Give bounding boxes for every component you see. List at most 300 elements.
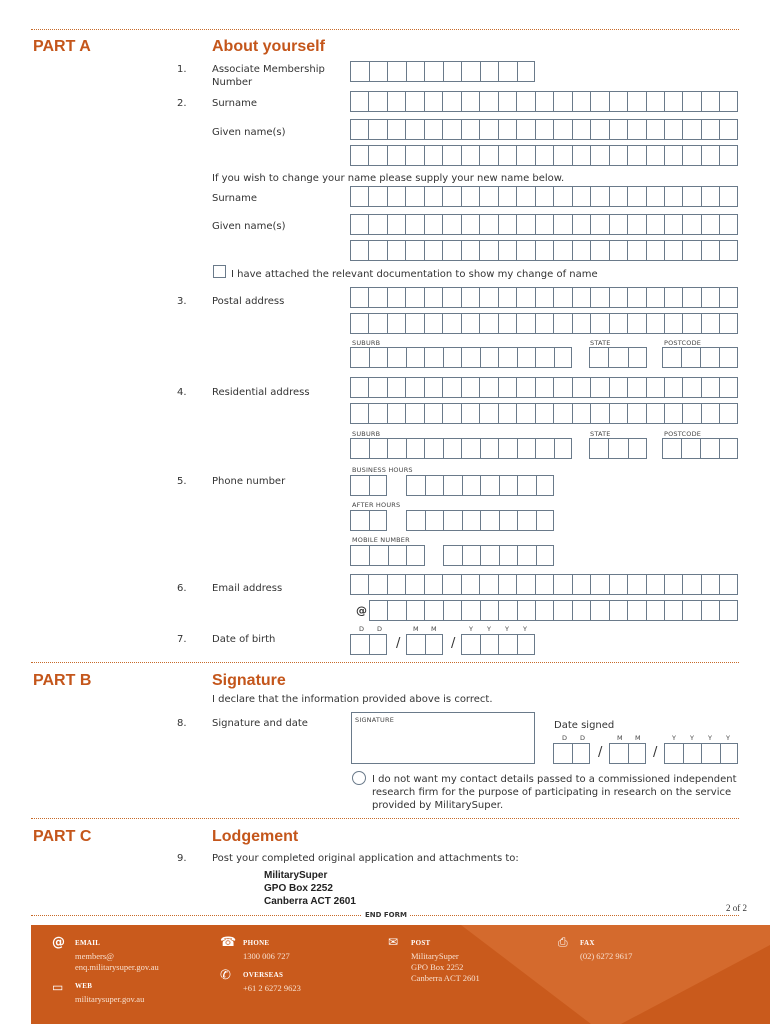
char-cell[interactable] bbox=[425, 215, 443, 234]
char-cell[interactable] bbox=[536, 439, 555, 458]
char-cell[interactable] bbox=[536, 146, 554, 165]
char-cell[interactable] bbox=[351, 546, 370, 565]
char-cell[interactable] bbox=[517, 92, 535, 111]
char-cell[interactable] bbox=[647, 601, 665, 620]
email-field-line-1[interactable] bbox=[350, 574, 738, 595]
documentation-checkbox[interactable] bbox=[213, 265, 226, 278]
char-cell[interactable] bbox=[443, 288, 461, 307]
char-cell[interactable] bbox=[573, 378, 591, 397]
char-cell[interactable] bbox=[462, 314, 480, 333]
char-cell[interactable] bbox=[610, 120, 628, 139]
char-cell[interactable] bbox=[407, 439, 426, 458]
char-cell[interactable] bbox=[683, 187, 701, 206]
char-cell[interactable] bbox=[480, 92, 498, 111]
char-cell[interactable] bbox=[683, 378, 701, 397]
char-cell[interactable] bbox=[425, 146, 443, 165]
char-cell[interactable] bbox=[665, 120, 683, 139]
char-cell[interactable] bbox=[517, 120, 535, 139]
char-cell[interactable] bbox=[665, 92, 683, 111]
char-cell[interactable] bbox=[499, 146, 517, 165]
char-cell[interactable] bbox=[536, 348, 555, 367]
char-cell[interactable] bbox=[351, 187, 369, 206]
char-cell[interactable] bbox=[351, 635, 370, 654]
char-cell[interactable] bbox=[702, 378, 720, 397]
char-cell[interactable] bbox=[536, 92, 554, 111]
char-cell[interactable] bbox=[591, 288, 609, 307]
char-cell[interactable] bbox=[425, 62, 444, 81]
char-cell[interactable] bbox=[351, 92, 369, 111]
char-cell[interactable] bbox=[720, 314, 738, 333]
char-cell[interactable] bbox=[481, 476, 500, 495]
char-cell[interactable] bbox=[462, 439, 481, 458]
char-cell[interactable] bbox=[610, 146, 628, 165]
char-cell[interactable] bbox=[407, 601, 425, 620]
char-cell[interactable] bbox=[500, 546, 519, 565]
char-cell[interactable] bbox=[370, 511, 389, 530]
char-cell[interactable] bbox=[425, 575, 443, 594]
char-cell[interactable] bbox=[351, 288, 369, 307]
char-cell[interactable] bbox=[407, 62, 426, 81]
char-cell[interactable] bbox=[684, 744, 703, 763]
char-cell[interactable] bbox=[518, 476, 537, 495]
char-cell[interactable] bbox=[663, 439, 682, 458]
char-cell[interactable] bbox=[590, 439, 609, 458]
char-cell[interactable] bbox=[444, 439, 463, 458]
postal-address-line-1[interactable] bbox=[350, 287, 738, 308]
char-cell[interactable] bbox=[721, 744, 740, 763]
char-cell[interactable] bbox=[610, 601, 628, 620]
char-cell[interactable] bbox=[517, 146, 535, 165]
char-cell[interactable] bbox=[499, 62, 518, 81]
char-cell[interactable] bbox=[462, 241, 480, 260]
char-cell[interactable] bbox=[537, 511, 556, 530]
char-cell[interactable] bbox=[665, 187, 683, 206]
char-cell[interactable] bbox=[406, 314, 424, 333]
dob-day-field[interactable] bbox=[350, 634, 387, 655]
char-cell[interactable] bbox=[443, 215, 461, 234]
char-cell[interactable] bbox=[536, 378, 554, 397]
char-cell[interactable] bbox=[665, 404, 683, 423]
char-cell[interactable] bbox=[351, 215, 369, 234]
char-cell[interactable] bbox=[407, 348, 426, 367]
char-cell[interactable] bbox=[425, 348, 444, 367]
char-cell[interactable] bbox=[701, 439, 720, 458]
char-cell[interactable] bbox=[590, 348, 609, 367]
char-cell[interactable] bbox=[499, 439, 518, 458]
char-cell[interactable] bbox=[369, 288, 387, 307]
web-link[interactable]: militarysuper.gov.au bbox=[75, 994, 145, 1004]
char-cell[interactable] bbox=[443, 378, 461, 397]
char-cell[interactable] bbox=[537, 476, 556, 495]
char-cell[interactable] bbox=[647, 215, 665, 234]
new-given-names-field-1[interactable] bbox=[350, 214, 738, 235]
char-cell[interactable] bbox=[499, 241, 517, 260]
char-cell[interactable] bbox=[481, 439, 500, 458]
char-cell[interactable] bbox=[370, 62, 389, 81]
mobile-prefix-field[interactable] bbox=[350, 545, 425, 566]
char-cell[interactable] bbox=[462, 187, 480, 206]
char-cell[interactable] bbox=[369, 314, 387, 333]
char-cell[interactable] bbox=[702, 92, 720, 111]
char-cell[interactable] bbox=[406, 404, 424, 423]
char-cell[interactable] bbox=[462, 378, 480, 397]
new-surname-field[interactable] bbox=[350, 186, 738, 207]
char-cell[interactable] bbox=[499, 635, 518, 654]
char-cell[interactable] bbox=[388, 314, 406, 333]
char-cell[interactable] bbox=[554, 601, 572, 620]
char-cell[interactable] bbox=[720, 575, 738, 594]
char-cell[interactable] bbox=[610, 378, 628, 397]
char-cell[interactable] bbox=[720, 187, 738, 206]
char-cell[interactable] bbox=[407, 511, 426, 530]
char-cell[interactable] bbox=[426, 635, 445, 654]
char-cell[interactable] bbox=[720, 404, 738, 423]
char-cell[interactable] bbox=[628, 601, 646, 620]
char-cell[interactable] bbox=[573, 744, 592, 763]
char-cell[interactable] bbox=[628, 314, 646, 333]
char-cell[interactable] bbox=[351, 404, 369, 423]
char-cell[interactable] bbox=[702, 241, 720, 260]
char-cell[interactable] bbox=[518, 511, 537, 530]
char-cell[interactable] bbox=[702, 314, 720, 333]
char-cell[interactable] bbox=[536, 215, 554, 234]
char-cell[interactable] bbox=[518, 62, 537, 81]
char-cell[interactable] bbox=[683, 241, 701, 260]
char-cell[interactable] bbox=[702, 288, 720, 307]
char-cell[interactable] bbox=[480, 146, 498, 165]
char-cell[interactable] bbox=[369, 120, 387, 139]
char-cell[interactable] bbox=[462, 404, 480, 423]
char-cell[interactable] bbox=[554, 744, 573, 763]
char-cell[interactable] bbox=[647, 288, 665, 307]
char-cell[interactable] bbox=[702, 601, 720, 620]
signed-month-field[interactable] bbox=[609, 743, 646, 764]
char-cell[interactable] bbox=[628, 575, 646, 594]
char-cell[interactable] bbox=[610, 744, 629, 763]
char-cell[interactable] bbox=[554, 575, 572, 594]
mobile-number-field[interactable] bbox=[443, 545, 554, 566]
new-given-names-field-2[interactable] bbox=[350, 240, 738, 261]
char-cell[interactable] bbox=[702, 120, 720, 139]
char-cell[interactable] bbox=[463, 546, 482, 565]
char-cell[interactable] bbox=[443, 146, 461, 165]
char-cell[interactable] bbox=[702, 575, 720, 594]
residential-postcode-field[interactable] bbox=[662, 438, 738, 459]
char-cell[interactable] bbox=[407, 476, 426, 495]
given-names-field-2[interactable] bbox=[350, 145, 738, 166]
char-cell[interactable] bbox=[591, 314, 609, 333]
char-cell[interactable] bbox=[610, 92, 628, 111]
char-cell[interactable] bbox=[351, 511, 370, 530]
char-cell[interactable] bbox=[406, 241, 424, 260]
char-cell[interactable] bbox=[369, 575, 387, 594]
char-cell[interactable] bbox=[351, 62, 370, 81]
char-cell[interactable] bbox=[720, 241, 738, 260]
char-cell[interactable] bbox=[406, 575, 424, 594]
char-cell[interactable] bbox=[480, 575, 498, 594]
char-cell[interactable] bbox=[701, 348, 720, 367]
char-cell[interactable] bbox=[480, 378, 498, 397]
char-cell[interactable] bbox=[647, 241, 665, 260]
char-cell[interactable] bbox=[481, 601, 499, 620]
char-cell[interactable] bbox=[573, 187, 591, 206]
char-cell[interactable] bbox=[702, 187, 720, 206]
char-cell[interactable] bbox=[647, 120, 665, 139]
char-cell[interactable] bbox=[629, 348, 648, 367]
char-cell[interactable] bbox=[665, 241, 683, 260]
char-cell[interactable] bbox=[388, 215, 406, 234]
char-cell[interactable] bbox=[573, 314, 591, 333]
char-cell[interactable] bbox=[628, 187, 646, 206]
char-cell[interactable] bbox=[369, 92, 387, 111]
given-names-field-1[interactable] bbox=[350, 119, 738, 140]
char-cell[interactable] bbox=[462, 601, 480, 620]
residential-suburb-field[interactable] bbox=[350, 438, 572, 459]
char-cell[interactable] bbox=[591, 215, 609, 234]
char-cell[interactable] bbox=[426, 476, 445, 495]
char-cell[interactable] bbox=[406, 120, 424, 139]
char-cell[interactable] bbox=[370, 546, 389, 565]
char-cell[interactable] bbox=[536, 187, 554, 206]
char-cell[interactable] bbox=[720, 348, 739, 367]
char-cell[interactable] bbox=[517, 187, 535, 206]
char-cell[interactable] bbox=[609, 439, 628, 458]
char-cell[interactable] bbox=[591, 241, 609, 260]
char-cell[interactable] bbox=[647, 378, 665, 397]
char-cell[interactable] bbox=[480, 288, 498, 307]
char-cell[interactable] bbox=[610, 187, 628, 206]
char-cell[interactable] bbox=[517, 288, 535, 307]
after-hours-area-code-field[interactable] bbox=[350, 510, 387, 531]
char-cell[interactable] bbox=[388, 288, 406, 307]
after-hours-number-field[interactable] bbox=[406, 510, 554, 531]
char-cell[interactable] bbox=[425, 601, 443, 620]
char-cell[interactable] bbox=[554, 241, 572, 260]
business-number-field[interactable] bbox=[406, 475, 554, 496]
char-cell[interactable] bbox=[462, 348, 481, 367]
char-cell[interactable] bbox=[554, 404, 572, 423]
char-cell[interactable] bbox=[443, 120, 461, 139]
char-cell[interactable] bbox=[682, 348, 701, 367]
char-cell[interactable] bbox=[610, 241, 628, 260]
char-cell[interactable] bbox=[351, 120, 369, 139]
char-cell[interactable] bbox=[609, 348, 628, 367]
char-cell[interactable] bbox=[406, 215, 424, 234]
char-cell[interactable] bbox=[351, 476, 370, 495]
char-cell[interactable] bbox=[628, 92, 646, 111]
char-cell[interactable] bbox=[518, 439, 537, 458]
char-cell[interactable] bbox=[647, 404, 665, 423]
char-cell[interactable] bbox=[720, 288, 738, 307]
residential-address-line-1[interactable] bbox=[350, 377, 738, 398]
char-cell[interactable] bbox=[499, 288, 517, 307]
char-cell[interactable] bbox=[536, 575, 554, 594]
char-cell[interactable] bbox=[683, 575, 701, 594]
char-cell[interactable] bbox=[462, 635, 481, 654]
char-cell[interactable] bbox=[351, 348, 370, 367]
char-cell[interactable] bbox=[573, 241, 591, 260]
char-cell[interactable] bbox=[647, 146, 665, 165]
char-cell[interactable] bbox=[683, 92, 701, 111]
char-cell[interactable] bbox=[555, 439, 574, 458]
char-cell[interactable] bbox=[536, 288, 554, 307]
char-cell[interactable] bbox=[499, 314, 517, 333]
char-cell[interactable] bbox=[462, 62, 481, 81]
char-cell[interactable] bbox=[517, 404, 535, 423]
char-cell[interactable] bbox=[444, 511, 463, 530]
char-cell[interactable] bbox=[610, 288, 628, 307]
signature-box[interactable] bbox=[351, 712, 535, 764]
char-cell[interactable] bbox=[591, 146, 609, 165]
char-cell[interactable] bbox=[554, 92, 572, 111]
char-cell[interactable] bbox=[702, 744, 721, 763]
char-cell[interactable] bbox=[369, 241, 387, 260]
char-cell[interactable] bbox=[370, 476, 389, 495]
postal-state-field[interactable] bbox=[589, 347, 647, 368]
char-cell[interactable] bbox=[683, 601, 701, 620]
char-cell[interactable] bbox=[388, 146, 406, 165]
dob-month-field[interactable] bbox=[406, 634, 443, 655]
char-cell[interactable] bbox=[481, 635, 500, 654]
char-cell[interactable] bbox=[481, 546, 500, 565]
char-cell[interactable] bbox=[517, 241, 535, 260]
char-cell[interactable] bbox=[444, 601, 462, 620]
char-cell[interactable] bbox=[663, 348, 682, 367]
char-cell[interactable] bbox=[683, 288, 701, 307]
char-cell[interactable] bbox=[536, 404, 554, 423]
char-cell[interactable] bbox=[425, 404, 443, 423]
char-cell[interactable] bbox=[517, 378, 535, 397]
char-cell[interactable] bbox=[573, 575, 591, 594]
char-cell[interactable] bbox=[499, 404, 517, 423]
char-cell[interactable] bbox=[443, 187, 461, 206]
char-cell[interactable] bbox=[591, 575, 609, 594]
char-cell[interactable] bbox=[610, 215, 628, 234]
char-cell[interactable] bbox=[628, 288, 646, 307]
char-cell[interactable] bbox=[591, 404, 609, 423]
char-cell[interactable] bbox=[554, 146, 572, 165]
char-cell[interactable] bbox=[536, 120, 554, 139]
surname-field[interactable] bbox=[350, 91, 738, 112]
char-cell[interactable] bbox=[406, 378, 424, 397]
char-cell[interactable] bbox=[537, 546, 556, 565]
char-cell[interactable] bbox=[480, 314, 498, 333]
char-cell[interactable] bbox=[720, 439, 739, 458]
char-cell[interactable] bbox=[683, 120, 701, 139]
char-cell[interactable] bbox=[462, 215, 480, 234]
char-cell[interactable] bbox=[554, 120, 572, 139]
char-cell[interactable] bbox=[499, 348, 518, 367]
char-cell[interactable] bbox=[499, 575, 517, 594]
char-cell[interactable] bbox=[388, 62, 407, 81]
char-cell[interactable] bbox=[720, 378, 738, 397]
char-cell[interactable] bbox=[388, 439, 407, 458]
char-cell[interactable] bbox=[499, 215, 517, 234]
char-cell[interactable] bbox=[702, 215, 720, 234]
char-cell[interactable] bbox=[406, 146, 424, 165]
char-cell[interactable] bbox=[720, 215, 738, 234]
char-cell[interactable] bbox=[554, 314, 572, 333]
char-cell[interactable] bbox=[462, 120, 480, 139]
char-cell[interactable] bbox=[425, 439, 444, 458]
char-cell[interactable] bbox=[517, 314, 535, 333]
char-cell[interactable] bbox=[554, 187, 572, 206]
char-cell[interactable] bbox=[406, 187, 424, 206]
char-cell[interactable] bbox=[351, 378, 369, 397]
char-cell[interactable] bbox=[443, 92, 461, 111]
char-cell[interactable] bbox=[610, 314, 628, 333]
char-cell[interactable] bbox=[369, 404, 387, 423]
char-cell[interactable] bbox=[518, 601, 536, 620]
email-field-line-2[interactable] bbox=[369, 600, 738, 621]
char-cell[interactable] bbox=[499, 92, 517, 111]
char-cell[interactable] bbox=[388, 601, 406, 620]
char-cell[interactable] bbox=[518, 635, 537, 654]
char-cell[interactable] bbox=[573, 404, 591, 423]
char-cell[interactable] bbox=[591, 120, 609, 139]
char-cell[interactable] bbox=[388, 404, 406, 423]
signed-day-field[interactable] bbox=[553, 743, 590, 764]
char-cell[interactable] bbox=[591, 378, 609, 397]
char-cell[interactable] bbox=[647, 187, 665, 206]
char-cell[interactable] bbox=[500, 476, 519, 495]
char-cell[interactable] bbox=[628, 120, 646, 139]
char-cell[interactable] bbox=[425, 92, 443, 111]
char-cell[interactable] bbox=[443, 575, 461, 594]
char-cell[interactable] bbox=[517, 575, 535, 594]
signed-year-field[interactable] bbox=[664, 743, 738, 764]
char-cell[interactable] bbox=[351, 439, 370, 458]
char-cell[interactable] bbox=[554, 215, 572, 234]
char-cell[interactable] bbox=[462, 288, 480, 307]
char-cell[interactable] bbox=[499, 601, 517, 620]
char-cell[interactable] bbox=[573, 601, 591, 620]
char-cell[interactable] bbox=[351, 241, 369, 260]
char-cell[interactable] bbox=[388, 92, 406, 111]
business-area-code-field[interactable] bbox=[350, 475, 387, 496]
char-cell[interactable] bbox=[536, 601, 554, 620]
char-cell[interactable] bbox=[499, 120, 517, 139]
char-cell[interactable] bbox=[517, 215, 535, 234]
char-cell[interactable] bbox=[388, 120, 406, 139]
char-cell[interactable] bbox=[555, 348, 574, 367]
char-cell[interactable] bbox=[406, 92, 424, 111]
char-cell[interactable] bbox=[388, 348, 407, 367]
char-cell[interactable] bbox=[647, 314, 665, 333]
char-cell[interactable] bbox=[444, 546, 463, 565]
char-cell[interactable] bbox=[370, 348, 389, 367]
char-cell[interactable] bbox=[665, 314, 683, 333]
char-cell[interactable] bbox=[683, 314, 701, 333]
contact-optout-checkbox[interactable] bbox=[352, 771, 366, 785]
char-cell[interactable] bbox=[369, 187, 387, 206]
char-cell[interactable] bbox=[480, 187, 498, 206]
char-cell[interactable] bbox=[536, 241, 554, 260]
char-cell[interactable] bbox=[389, 546, 408, 565]
char-cell[interactable] bbox=[499, 378, 517, 397]
char-cell[interactable] bbox=[444, 476, 463, 495]
char-cell[interactable] bbox=[369, 378, 387, 397]
char-cell[interactable] bbox=[425, 288, 443, 307]
char-cell[interactable] bbox=[628, 146, 646, 165]
char-cell[interactable] bbox=[665, 215, 683, 234]
char-cell[interactable] bbox=[388, 187, 406, 206]
char-cell[interactable] bbox=[388, 575, 406, 594]
char-cell[interactable] bbox=[425, 187, 443, 206]
char-cell[interactable] bbox=[591, 92, 609, 111]
char-cell[interactable] bbox=[500, 511, 519, 530]
char-cell[interactable] bbox=[407, 635, 426, 654]
